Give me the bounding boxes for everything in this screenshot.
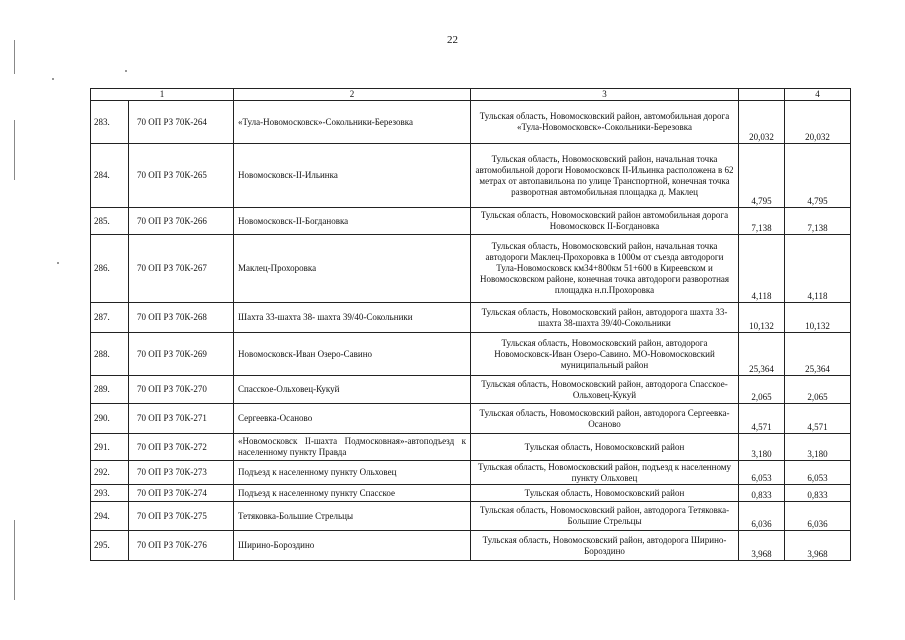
margin-mark — [14, 40, 15, 74]
road-location: Тульская область, Новомосковский район, автомобильная дорога «Тула-Новомосковск»-Сокольники-Березовка — [471, 101, 739, 144]
roads-table — [90, 88, 851, 561]
road-code: 70 ОП РЗ 70К-265 — [129, 144, 234, 208]
road-location: Тульская область, Новомосковский район, автодорога Новомосковск-Иван Озеро-Савино. МО-Новомосковский муниципальный район — [471, 333, 739, 376]
row-number: 293. — [91, 485, 129, 502]
row-number: 285. — [91, 208, 129, 235]
road-total: 4,118 — [785, 235, 851, 303]
road-name: «Тула-Новомосковск»-Сокольники-Березовка — [234, 101, 471, 144]
column-header: 2 — [234, 89, 471, 101]
road-total: 20,032 — [785, 101, 851, 144]
road-name: Новомосковск-Иван Озеро-Савино — [234, 333, 471, 376]
road-length: 4,118 — [739, 235, 785, 303]
road-length: 6,053 — [739, 461, 785, 485]
road-length: 10,132 — [739, 303, 785, 333]
road-total: 10,132 — [785, 303, 851, 333]
row-number: 288. — [91, 333, 129, 376]
road-name: Шахта 33-шахта 38- шахта 39/40-Сокольники — [234, 303, 471, 333]
road-location: Тульская область, Новомосковский район — [471, 434, 739, 461]
road-total: 4,571 — [785, 404, 851, 434]
road-name: «Новомосковск II-шахта Подмосковная»-автоподъезд к населенному пункту Правда — [234, 434, 471, 461]
road-total: 25,364 — [785, 333, 851, 376]
road-location: Тульская область, Новомосковский район, автодорога Ширино-Бороздино — [471, 531, 739, 561]
table-row — [91, 531, 851, 561]
table-header-row — [91, 89, 851, 101]
road-location: Тульская область, Новомосковский район, автодорога шахта 33-шахта 38-шахта 39/40-Сокольники — [471, 303, 739, 333]
page-number: 22 — [447, 34, 458, 46]
road-name: Ширино-Бороздино — [234, 531, 471, 561]
road-length: 0,833 — [739, 485, 785, 502]
road-name: Тетяковка-Большие Стрельцы — [234, 502, 471, 531]
table-row — [91, 303, 851, 333]
table-row — [91, 333, 851, 376]
table-row — [91, 376, 851, 404]
row-number: 295. — [91, 531, 129, 561]
road-name: Сергеевка-Осаново — [234, 404, 471, 434]
row-number: 287. — [91, 303, 129, 333]
road-location: Тульская область, Новомосковский район — [471, 485, 739, 502]
column-header — [739, 89, 785, 101]
road-code: 70 ОП РЗ 70К-274 — [129, 485, 234, 502]
road-length: 4,795 — [739, 144, 785, 208]
road-length: 3,968 — [739, 531, 785, 561]
table-row — [91, 235, 851, 303]
row-number: 292. — [91, 461, 129, 485]
road-code: 70 ОП РЗ 70К-269 — [129, 333, 234, 376]
road-location: Тульская область, Новомосковский район, начальная точка автодороги Маклец-Прохоровка в 1000м от съезда автодороги Тула-Новомосковск км34+800км 51+600 в Киреевском и Новомосковском районе, конечная точка автодороги разворотная площадка н.п.Прохоровка — [471, 235, 739, 303]
row-number: 294. — [91, 502, 129, 531]
road-code: 70 ОП РЗ 70К-272 — [129, 434, 234, 461]
road-code: 70 ОП РЗ 70К-271 — [129, 404, 234, 434]
row-number: 284. — [91, 144, 129, 208]
road-length: 20,032 — [739, 101, 785, 144]
row-number: 283. — [91, 101, 129, 144]
table-row — [91, 461, 851, 485]
column-header: 3 — [471, 89, 739, 101]
road-length: 6,036 — [739, 502, 785, 531]
row-number: 286. — [91, 235, 129, 303]
margin-mark — [14, 120, 15, 180]
margin-mark — [14, 520, 15, 600]
road-code: 70 ОП РЗ 70К-270 — [129, 376, 234, 404]
road-total: 6,053 — [785, 461, 851, 485]
road-length: 3,180 — [739, 434, 785, 461]
road-total: 4,795 — [785, 144, 851, 208]
road-location: Тульская область, Новомосковский район, автодорога Тетяковка-Большие Стрельцы — [471, 502, 739, 531]
road-name: Подъезд к населенному пункту Ольховец — [234, 461, 471, 485]
table-row — [91, 101, 851, 144]
road-total: 7,138 — [785, 208, 851, 235]
column-header: 1 — [91, 89, 234, 101]
table-row — [91, 485, 851, 502]
road-code: 70 ОП РЗ 70К-267 — [129, 235, 234, 303]
road-length: 2,065 — [739, 376, 785, 404]
stray-dot — [52, 78, 54, 80]
row-number: 289. — [91, 376, 129, 404]
table-row — [91, 144, 851, 208]
road-location: Тульская область, Новомосковский район, автодорога Сергеевка-Осаново — [471, 404, 739, 434]
table-row — [91, 434, 851, 461]
stray-dot — [125, 70, 127, 72]
road-total: 3,968 — [785, 531, 851, 561]
road-length: 25,364 — [739, 333, 785, 376]
road-name: Спасское-Ольховец-Кукуй — [234, 376, 471, 404]
road-length: 4,571 — [739, 404, 785, 434]
table-row — [91, 404, 851, 434]
road-location: Тульская область, Новомосковский район, подъезд к населенному пункту Ольховец — [471, 461, 739, 485]
road-code: 70 ОП РЗ 70К-276 — [129, 531, 234, 561]
road-total: 2,065 — [785, 376, 851, 404]
road-location: Тульская область, Новомосковский район автомобильная дорога Новомосковск II-Богдановка — [471, 208, 739, 235]
road-name: Маклец-Прохоровка — [234, 235, 471, 303]
road-code: 70 ОП РЗ 70К-264 — [129, 101, 234, 144]
road-location: Тульская область, Новомосковский район, автодорога Спасское-Ольховец-Кукуй — [471, 376, 739, 404]
road-total: 3,180 — [785, 434, 851, 461]
road-name: Новомосковск-II-Ильинка — [234, 144, 471, 208]
table-row — [91, 208, 851, 235]
stray-dot — [57, 262, 59, 264]
road-name: Новомосковск-II-Богдановка — [234, 208, 471, 235]
road-location: Тульская область, Новомосковский район, начальная точка автомобильной дороги Новомосковск II-Ильинка расположена в 62 метрах от автопавильона по улице Транспортной, конечная точка разворотная автомобильная площадка д. Маклец — [471, 144, 739, 208]
road-total: 0,833 — [785, 485, 851, 502]
row-number: 290. — [91, 404, 129, 434]
road-total: 6,036 — [785, 502, 851, 531]
row-number: 291. — [91, 434, 129, 461]
road-code: 70 ОП РЗ 70К-266 — [129, 208, 234, 235]
road-length: 7,138 — [739, 208, 785, 235]
road-code: 70 ОП РЗ 70К-268 — [129, 303, 234, 333]
table-row — [91, 502, 851, 531]
road-code: 70 ОП РЗ 70К-273 — [129, 461, 234, 485]
column-header: 4 — [785, 89, 851, 101]
road-name: Подъезд к населенному пункту Спасское — [234, 485, 471, 502]
road-code: 70 ОП РЗ 70К-275 — [129, 502, 234, 531]
